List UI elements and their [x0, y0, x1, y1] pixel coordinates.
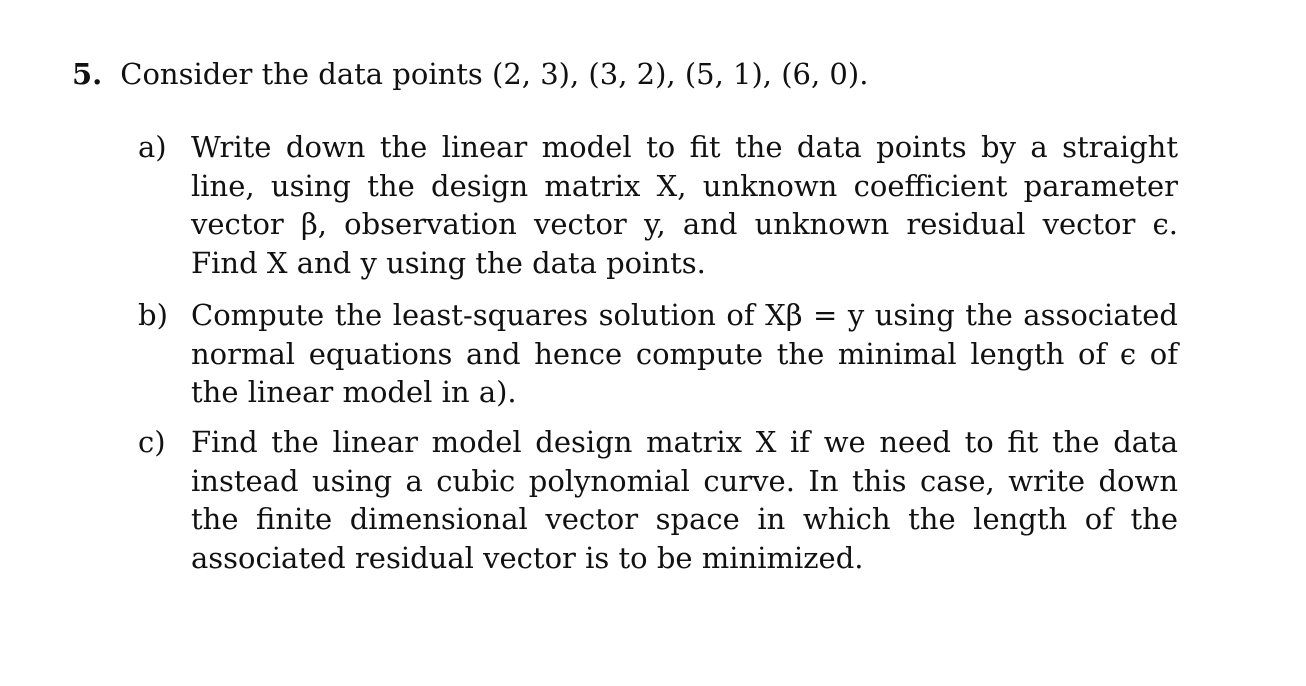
problem-number: 5.: [72, 57, 103, 91]
part-c-label: c): [138, 425, 166, 459]
part-b-text: Compute the least-squares solution of Xβ = y using the associated normal equations and hence compute the minimal length of ϵ of the linear model in a).: [191, 298, 1178, 409]
problem-statement: Consider the data points (2, 3), (3, 2), (5, 1), (6, 0).: [120, 57, 869, 91]
part-b-label: b): [138, 298, 168, 332]
part-a: [138, 128, 1178, 282]
part-b: [138, 296, 1178, 412]
part-c-text: Find the linear model design matrix X if we need to fit the data instead using a cubic polynomial curve. In this case, write down the finite dimensional vector space in which the length of the associated residual vector is to be minimized.: [191, 425, 1178, 575]
part-a-text: Write down the linear model to fit the data points by a straight line, using the design matrix X, unknown coefficient parameter vector β, observation vector y, and unknown residual vector ϵ. Find X and y using the data points.: [191, 130, 1178, 280]
part-c: [138, 423, 1178, 577]
part-a-label: a): [138, 130, 167, 164]
problem-header: [72, 54, 868, 94]
